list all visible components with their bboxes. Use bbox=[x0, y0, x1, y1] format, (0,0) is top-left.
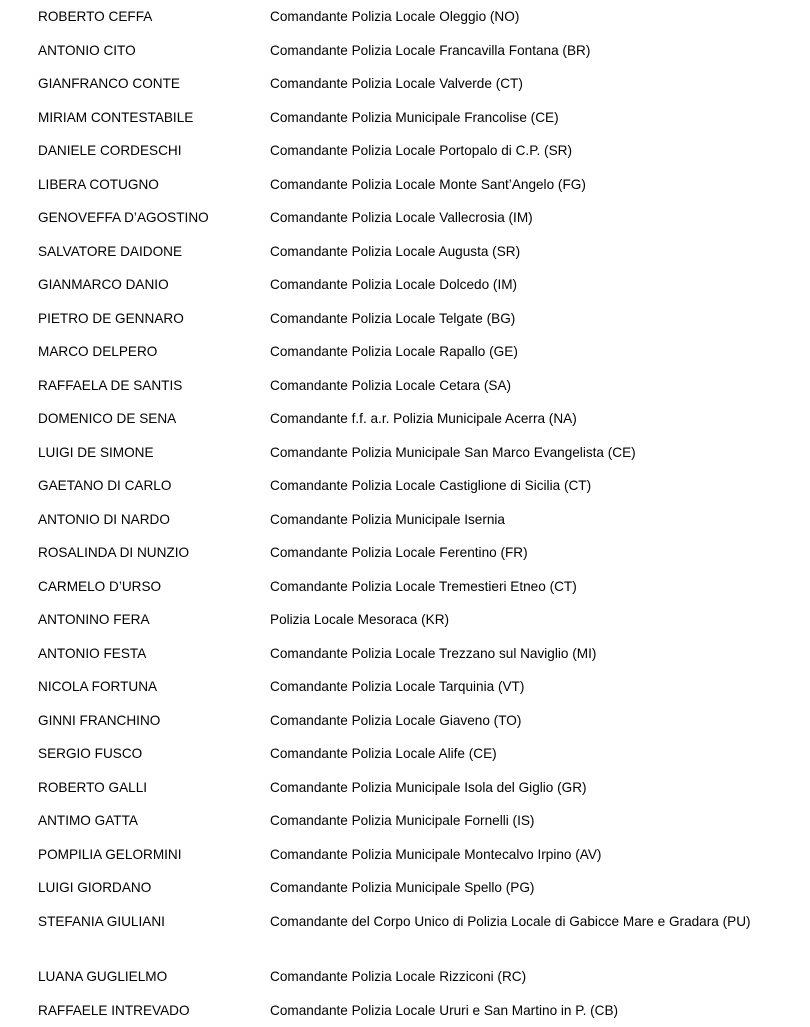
list-item bbox=[0, 871, 810, 905]
person-role: Comandante Polizia Locale Trezzano sul Naviglio (MI) bbox=[270, 643, 770, 665]
list-item bbox=[0, 905, 810, 961]
person-name: POMPILIA GELORMINI bbox=[38, 844, 258, 866]
list-item bbox=[0, 503, 810, 537]
list-item bbox=[0, 536, 810, 570]
list-item bbox=[0, 570, 810, 604]
person-role: Comandante Polizia Locale Rapallo (GE) bbox=[270, 341, 770, 363]
person-role: Comandante Polizia Locale Dolcedo (IM) bbox=[270, 274, 770, 296]
list-item bbox=[0, 402, 810, 436]
list-item bbox=[0, 704, 810, 738]
person-name: CARMELO D’URSO bbox=[38, 576, 258, 598]
list-item bbox=[0, 469, 810, 503]
person-role: Comandante Polizia Municipale Montecalvo Irpino (AV) bbox=[270, 844, 770, 866]
person-role: Comandante Polizia Locale Vallecrosia (IM) bbox=[270, 207, 770, 229]
person-name: DANIELE CORDESCHI bbox=[38, 140, 258, 162]
person-role: Comandante Polizia Locale Tremestieri Etneo (CT) bbox=[270, 576, 770, 598]
person-name: RAFFAELE INTREVADO bbox=[38, 1000, 258, 1022]
list-item bbox=[0, 603, 810, 637]
person-name: RAFFAELA DE SANTIS bbox=[38, 375, 258, 397]
person-name: NICOLA FORTUNA bbox=[38, 676, 258, 698]
list-item bbox=[0, 804, 810, 838]
person-role: Polizia Locale Mesoraca (KR) bbox=[270, 609, 770, 631]
list-item bbox=[0, 268, 810, 302]
list-item bbox=[0, 771, 810, 805]
person-name: GINNI FRANCHINO bbox=[38, 710, 258, 732]
person-name: GENOVEFFA D’AGOSTINO bbox=[38, 207, 258, 229]
person-name: SERGIO FUSCO bbox=[38, 743, 258, 765]
person-name: ANTONIO FESTA bbox=[38, 643, 258, 665]
person-name: STEFANIA GIULIANI bbox=[38, 911, 258, 933]
list-item bbox=[0, 235, 810, 269]
list-item bbox=[0, 994, 810, 1027]
list-item bbox=[0, 302, 810, 336]
person-name: GAETANO DI CARLO bbox=[38, 475, 258, 497]
person-name: MARCO DELPERO bbox=[38, 341, 258, 363]
person-name: MIRIAM CONTESTABILE bbox=[38, 107, 258, 129]
person-role: Comandante Polizia Locale Castiglione di Sicilia (CT) bbox=[270, 475, 770, 497]
list-item bbox=[0, 838, 810, 872]
person-role: Comandante Polizia Locale Telgate (BG) bbox=[270, 308, 770, 330]
person-name: ANTIMO GATTA bbox=[38, 810, 258, 832]
person-name: ROBERTO CEFFA bbox=[38, 6, 258, 28]
person-name: LUIGI DE SIMONE bbox=[38, 442, 258, 464]
person-role: Comandante Polizia Locale Portopalo di C.P. (SR) bbox=[270, 140, 770, 162]
person-name: ANTONIO DI NARDO bbox=[38, 509, 258, 531]
person-name: DOMENICO DE SENA bbox=[38, 408, 258, 430]
person-name: ANTONINO FERA bbox=[38, 609, 258, 631]
person-name: LUANA GUGLIELMO bbox=[38, 966, 258, 988]
person-role: Comandante Polizia Locale Augusta (SR) bbox=[270, 241, 770, 263]
person-role: Comandante f.f. a.r. Polizia Municipale Acerra (NA) bbox=[270, 408, 770, 430]
person-role: Comandante Polizia Locale Oleggio (NO) bbox=[270, 6, 770, 28]
list-item bbox=[0, 34, 810, 68]
list-item bbox=[0, 134, 810, 168]
list-item bbox=[0, 737, 810, 771]
person-role: Comandante Polizia Locale Cetara (SA) bbox=[270, 375, 770, 397]
person-role: Comandante Polizia Locale Alife (CE) bbox=[270, 743, 770, 765]
person-role: Comandante Polizia Locale Rizziconi (RC) bbox=[270, 966, 770, 988]
list-item bbox=[0, 369, 810, 403]
person-role: Comandante Polizia Locale Giaveno (TO) bbox=[270, 710, 770, 732]
list-item bbox=[0, 670, 810, 704]
list-item bbox=[0, 960, 810, 994]
person-role: Comandante Polizia Municipale Francolise (CE) bbox=[270, 107, 770, 129]
list-item bbox=[0, 335, 810, 369]
person-role: Comandante Polizia Locale Ferentino (FR) bbox=[270, 542, 770, 564]
list-item bbox=[0, 436, 810, 470]
person-name: ROBERTO GALLI bbox=[38, 777, 258, 799]
person-name: LUIGI GIORDANO bbox=[38, 877, 258, 899]
person-role: Comandante Polizia Municipale Isola del Giglio (GR) bbox=[270, 777, 770, 799]
list-item bbox=[0, 67, 810, 101]
list-item bbox=[0, 0, 810, 34]
person-role: Comandante Polizia Locale Valverde (CT) bbox=[270, 73, 770, 95]
person-name: ROSALINDA DI NUNZIO bbox=[38, 542, 258, 564]
person-name: GIANMARCO DANIO bbox=[38, 274, 258, 296]
list-item bbox=[0, 101, 810, 135]
person-role: Comandante Polizia Municipale Isernia bbox=[270, 509, 770, 531]
list-item bbox=[0, 637, 810, 671]
person-role: Comandante del Corpo Unico di Polizia Locale di Gabicce Mare e Gradara (PU) bbox=[270, 911, 770, 933]
person-name: GIANFRANCO CONTE bbox=[38, 73, 258, 95]
person-role: Comandante Polizia Locale Francavilla Fontana (BR) bbox=[270, 40, 770, 62]
person-role: Comandante Polizia Municipale San Marco Evangelista (CE) bbox=[270, 442, 770, 464]
person-role: Comandante Polizia Municipale Spello (PG) bbox=[270, 877, 770, 899]
person-role: Comandante Polizia Locale Tarquinia (VT) bbox=[270, 676, 770, 698]
person-name: LIBERA COTUGNO bbox=[38, 174, 258, 196]
person-name: ANTONIO CITO bbox=[38, 40, 258, 62]
person-name: SALVATORE DAIDONE bbox=[38, 241, 258, 263]
person-role: Comandante Polizia Municipale Fornelli (IS) bbox=[270, 810, 770, 832]
list-item bbox=[0, 201, 810, 235]
person-name: PIETRO DE GENNARO bbox=[38, 308, 258, 330]
list-item bbox=[0, 168, 810, 202]
person-role: Comandante Polizia Locale Monte Sant’Angelo (FG) bbox=[270, 174, 770, 196]
person-role: Comandante Polizia Locale Ururi e San Martino in P. (CB) bbox=[270, 1000, 770, 1022]
